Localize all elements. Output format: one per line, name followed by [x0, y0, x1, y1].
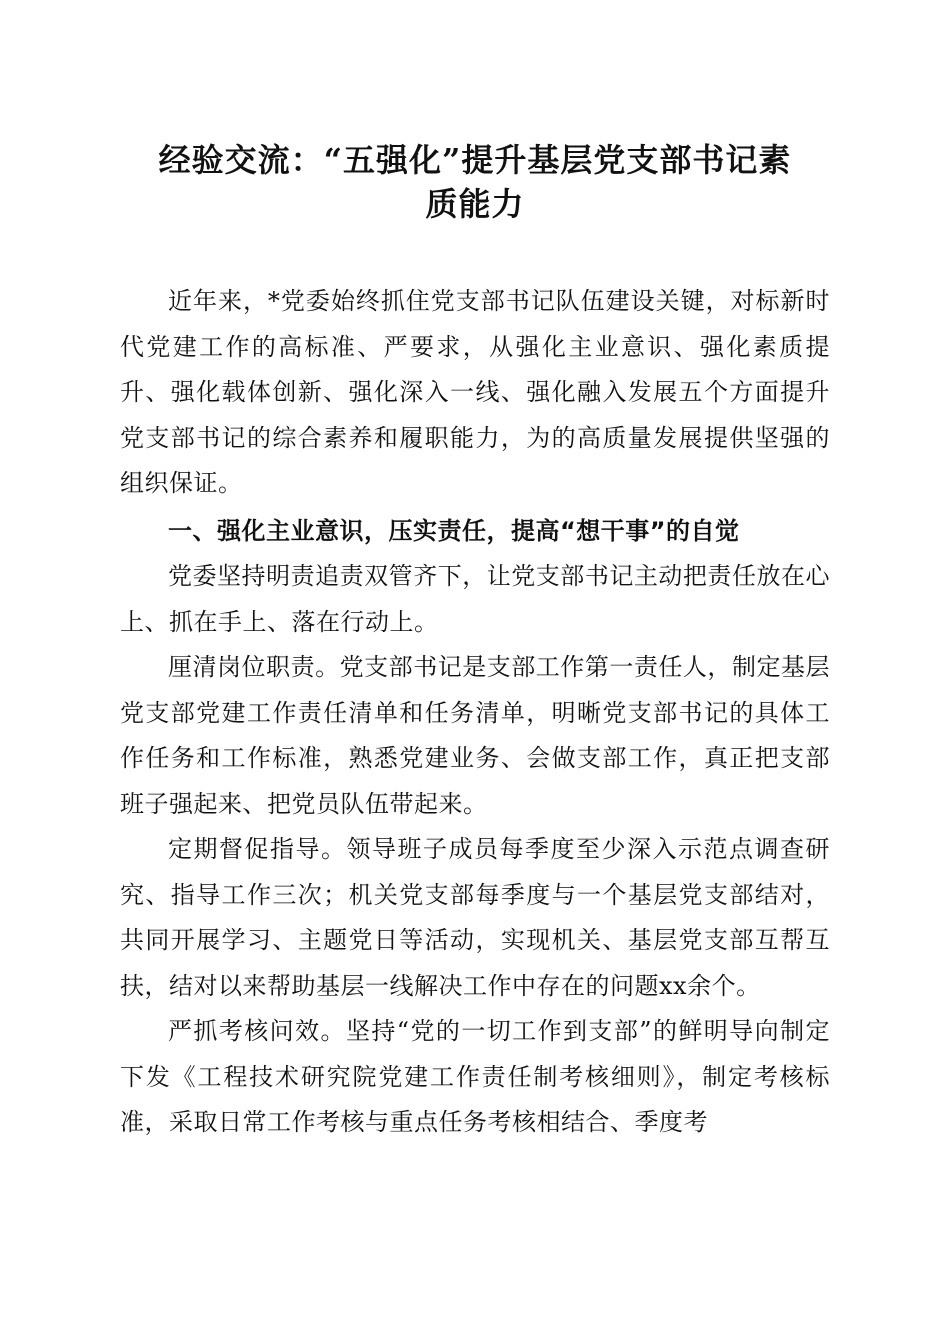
paragraph-section-1-summary: 党委坚持明责追责双管齐下，让党支部书记主动把责任放在心上、抓在手上、落在行动上。: [120, 562, 830, 636]
paragraph-intro: 近年来，*党委始终抓住党支部书记队伍建设关键，对标新时代党建工作的高标准、严要求，从强化主业意识、强化素质提升、强化载体创新、强化深入一线、强化融入发展五个方面提升党支部书记的综合素养和履职能力，为的高质量发展提供坚强的组织保证。: [120, 287, 830, 497]
paragraph-supervision-guidance: 定期督促指导。领导班子成员每季度至少深入示范点调查研究、指导工作三次；机关党支部每季度与一个基层党支部结对，共同开展学习、主题党日等活动，实现机关、基层党支部互帮互扶，结对以来帮助基层一线解决工作中存在的问题xx余个。: [120, 835, 830, 1000]
paragraph-assessment: 严抓考核问效。坚持“党的一切工作到支部”的鲜明导向制定下发《工程技术研究院党建工作责任制考核细则》，制定考核标准，采取日常工作考核与重点任务考核相结合、季度考: [120, 1017, 830, 1136]
document-title: [100, 138, 850, 226]
document-body: [120, 279, 830, 1146]
paragraph-clarify-duties: 厘清岗位职责。党支部书记是支部工作第一责任人，制定基层党支部党建工作责任清单和任务清单，明晰党支部书记的具体工作任务和工作标准，熟悉党建业务、会做支部工作，真正把支部班子强起来、把党员队伍带起来。: [120, 653, 830, 818]
title-line-2: 质能力: [425, 185, 525, 223]
title-line-1: 经验交流：“五强化”提升基层党支部书记素: [158, 141, 792, 179]
section-heading-1: 一、强化主业意识，压实责任，提高“想干事”的自觉: [168, 516, 740, 545]
